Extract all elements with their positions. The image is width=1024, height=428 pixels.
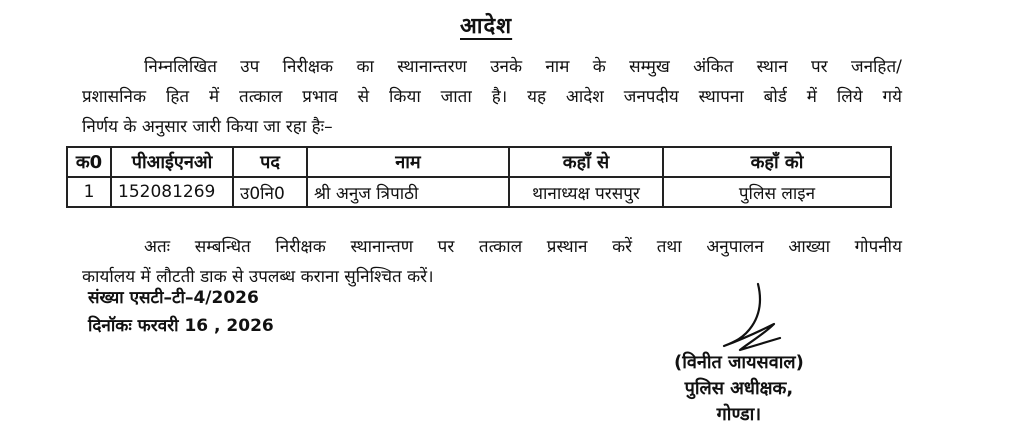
word: जाता [440,87,472,107]
signatory-designation: पुलिस अधीक्षक, [684,378,794,399]
word: तथा [656,237,682,257]
word: पर [811,57,828,77]
word: जनहित/ [850,57,902,77]
para1-line3: निर्णय के अनुसार जारी किया जा रहा हैः– [82,117,333,137]
col-header-serial: क0 [67,147,111,177]
document-title: आदेश [460,14,513,39]
word: आदेश [565,87,604,107]
word: यह [527,87,546,107]
word: उप [240,57,260,77]
word: सम्मुख [629,57,670,77]
word: स्थानान्तरण [397,57,467,77]
handwritten-signature [700,280,790,360]
signatory-name: (विनीत जायसवाल) [674,352,804,373]
reference-date: दिनॉकः फरवरी 16 , 2026 [88,316,274,336]
word: प्रस्थान [546,237,588,257]
word: अतः [144,237,171,257]
cell-to: पुलिस लाइन [663,177,891,207]
col-header-from: कहाँ से [509,147,663,177]
para2-line2: कार्यालय में लौटती डाक से उपलब्ध कराना सुनिश्चित करें। [82,267,434,287]
table-row [67,177,891,207]
word: निरीक्षक [282,57,334,77]
word: निरीक्षक [275,237,326,257]
word: नाम [545,57,570,77]
word: स्थानान्तण [350,237,414,257]
word: प्रभाव [302,87,338,107]
word: में [806,87,817,107]
word: हित [165,87,190,107]
signatory-block [674,350,804,428]
para1-line2 [82,82,902,112]
col-header-rank: पद [233,147,307,177]
word: आख्या [788,237,830,257]
order-paragraph [82,52,902,142]
word: उनके [490,57,522,77]
word: से [357,87,370,107]
word: निम्नलिखित [144,57,217,77]
word: गये [882,87,902,107]
cell-from: थानाध्यक्ष परसपुर [509,177,663,207]
para1-line1 [82,52,902,82]
col-header-name: नाम [307,147,509,177]
word: स्थान [756,57,788,77]
reference-number: संख्या एसटी–टी–4/2026 [88,288,259,308]
word: बोर्ड [763,87,787,107]
word: करें [612,237,633,257]
cell-pno: 152081269 [111,177,233,207]
signatory-district: गोण्डा। [716,404,762,425]
word: अंकित [693,57,734,77]
word: के [592,57,606,77]
word: किया [389,87,421,107]
word: जनपदीय [623,87,679,107]
word: गोपनीय [854,237,902,257]
word: प्रशासनिक [82,87,147,107]
word: लिये [836,87,863,107]
reference-block [88,284,274,340]
transfer-table [66,146,892,208]
col-header-pno: पीआईएनओ [111,147,233,177]
word: का [356,57,374,77]
word: में [208,87,220,107]
cell-rank: उ0नि0 [233,177,307,207]
cell-serial: 1 [67,177,111,207]
col-header-to: कहाँ को [663,147,891,177]
table-header-row [67,147,891,177]
word: पर [437,237,455,257]
word: अनुपालन [706,237,764,257]
cell-name: श्री अनुज त्रिपाठी [307,177,509,207]
word: तत्काल [239,87,283,107]
word: स्थापना [698,87,744,107]
word: सम्बन्धित [194,237,251,257]
word: तत्काल [478,237,523,257]
word: है। [491,87,508,107]
para2-line1 [82,232,902,262]
